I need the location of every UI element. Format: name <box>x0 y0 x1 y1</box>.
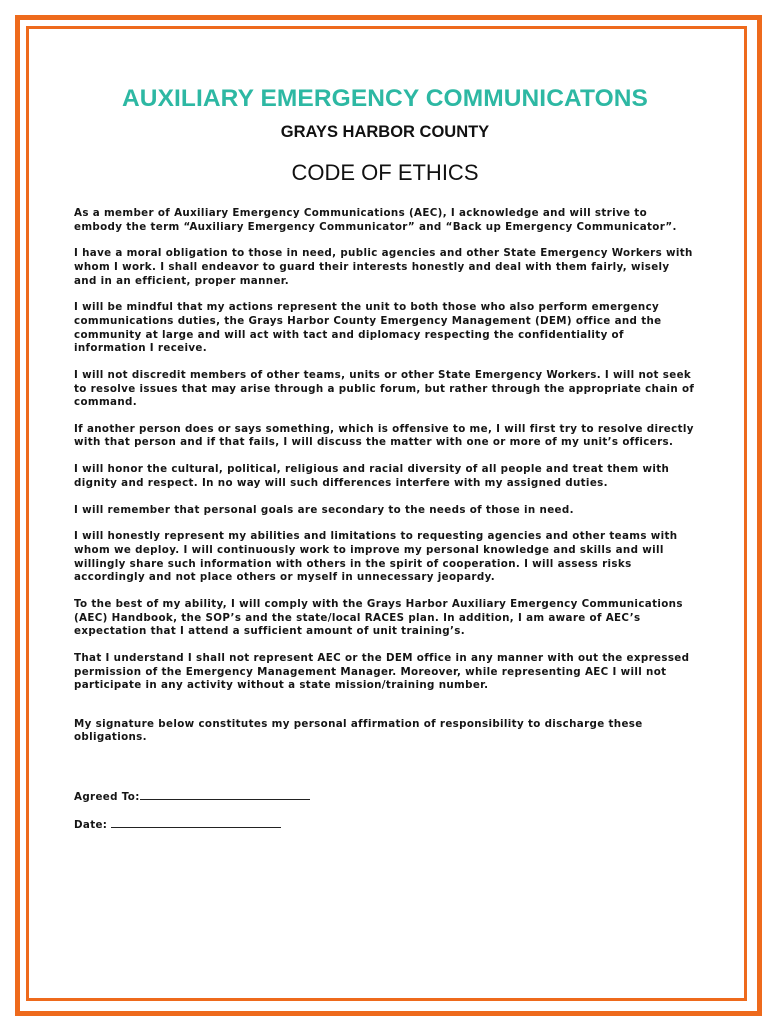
document-page <box>74 84 696 832</box>
agreed-to-signature-line[interactable] <box>140 789 310 800</box>
paragraph-moral-obligation: I have a moral obligation to those in need, public agencies and other State Emergency Workers with whom I work. I shall endeavor to guard their interests honestly and deal with them fairly, wisely and in an efficient, proper manner. <box>74 247 693 287</box>
date-field[interactable] <box>74 817 696 832</box>
county-heading: GRAYS HARBOR COUNTY <box>280 123 490 141</box>
agreed-to-label: Agreed To: <box>74 790 140 803</box>
paragraph-offense-resolution: If another person does or says something, which is offensive to me, I will first try to resolve directly with that person and if that fails, I will discuss the matter with one or more of my unit’s officers. <box>74 422 694 449</box>
date-signature-line[interactable] <box>111 817 281 828</box>
paragraph-abilities: I will honestly represent my abilities and limitations to requesting agencies and other teams with whom we deploy. I will continuously work to improve my personal knowledge and skills and will willingly share such information with others in the spirit of cooperation. I will assess risks accordingly and not place others or myself in unnecessary jeopardy. <box>74 530 678 584</box>
paragraph-membership: As a member of Auxiliary Emergency Communications (AEC), I acknowledge and will strive to embody the term “Auxiliary Emergency Communicator” and “Back up Emergency Communicator”. <box>74 207 677 233</box>
ethics-body <box>74 207 696 745</box>
paragraph-diversity: I will honor the cultural, political, religious and racial diversity of all people and treat them with dignity and respect. In no way will such differences interfere with my assigned duties. <box>74 463 670 489</box>
paragraph-representation: That I understand I shall not represent AEC or the DEM office in any manner with out the expressed permission of the Emergency Management Manager. Moreover, while representing AEC I will not participate in any activity without a state mission/training number. <box>74 651 690 692</box>
paragraph-compliance: To the best of my ability, I will comply with the Grays Harbor Auxiliary Emergency Communications (AEC) Handbook, the SOP’s and the state/local RACES plan. In addition, I am aware of AEC’s expectation that I attend a sufficient amount of unit training’s. <box>74 597 683 638</box>
paragraph-mindful: I will be mindful that my actions represent the unit to both those who also perform emergency communications duties, the Grays Harbor County Emergency Management (DEM) office and the community at large and will act with tact and diplomacy respecting the confidentiality of information I receive. <box>74 301 662 355</box>
paragraph-not-discredit: I will not discredit members of other teams, units or other State Emergency Workers. I will not seek to resolve issues that may arise through a public forum, but rather through the appropriate chain of command. <box>74 368 695 409</box>
document-title: CODE OF ETHICS <box>291 160 479 185</box>
agreed-to-field[interactable] <box>74 789 696 804</box>
date-label: Date: <box>74 818 108 831</box>
paragraph-affirmation: My signature below constitutes my personal affirmation of responsibility to discharge these obligations. <box>74 717 643 744</box>
organization-title: AUXILIARY EMERGENCY COMMUNICATONS <box>121 85 648 112</box>
paragraph-personal-goals: I will remember that personal goals are secondary to the needs of those in need. <box>74 503 574 516</box>
